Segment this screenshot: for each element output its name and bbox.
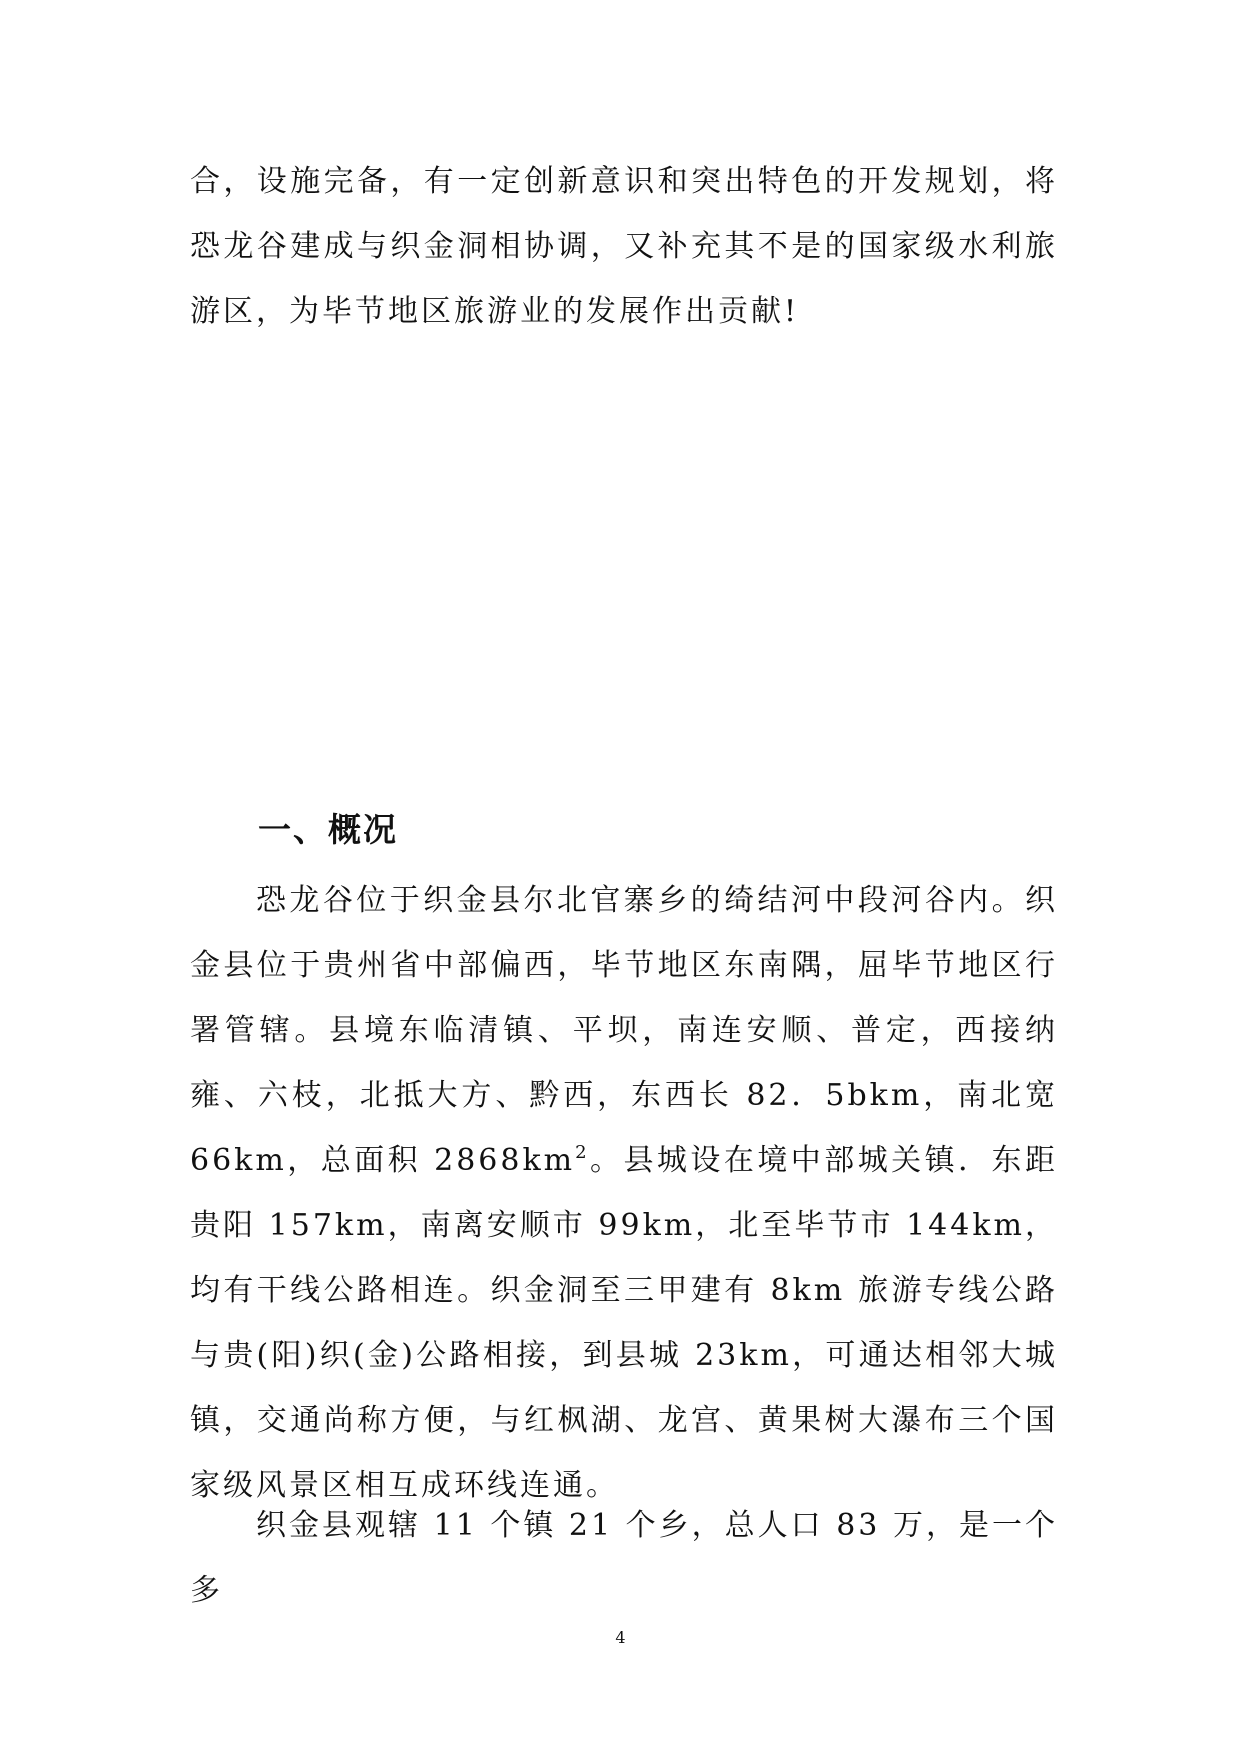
overview-text-part2: 。县城设在境中部城关镇．东距贵阳 157km，南离安顺市 99km，北至毕节市 144km，均有干线公路相连。织金洞至三甲建有 8km 旅游专线公路与贵(阳)织(金)公路相接，到县城 23km，可通达相邻大城镇，交通尚称方便，与红枫湖、龙宫、黄果树大瀑布三个国家级风景区相互成环线连通。 xyxy=(190,1143,1059,1503)
population-paragraph: 织金县观辖 11 个镇 21 个乡，总人口 83 万，是一个多 xyxy=(190,1508,1058,1608)
page-number: 4 xyxy=(615,1628,626,1647)
overview-paragraph xyxy=(190,868,1058,1518)
intro-continuation-paragraph: 合，设施完备，有一定创新意识和突出特色的开发规划，将恐龙谷建成与织金洞相协调，又补充其不是的国家级水利旅游区，为毕节地区旅游业的发展作出贡献! xyxy=(190,164,1058,329)
section-heading-overview: 一、概况 xyxy=(258,810,398,849)
overview-text-part1: 恐龙谷位于织金县尔北官寨乡的绮结河中段河谷内。织金县位于贵州省中部偏西，毕节地区东南隅，屈毕节地区行署管辖。县境东临清镇、平坝，南连安顺、普定，西接纳雍、六枝，北抵大方、黔西，东西长 82．5bkm，南北宽 66km，总面积 2868km xyxy=(190,883,1058,1178)
area-unit-superscript: 2 xyxy=(575,1142,590,1163)
